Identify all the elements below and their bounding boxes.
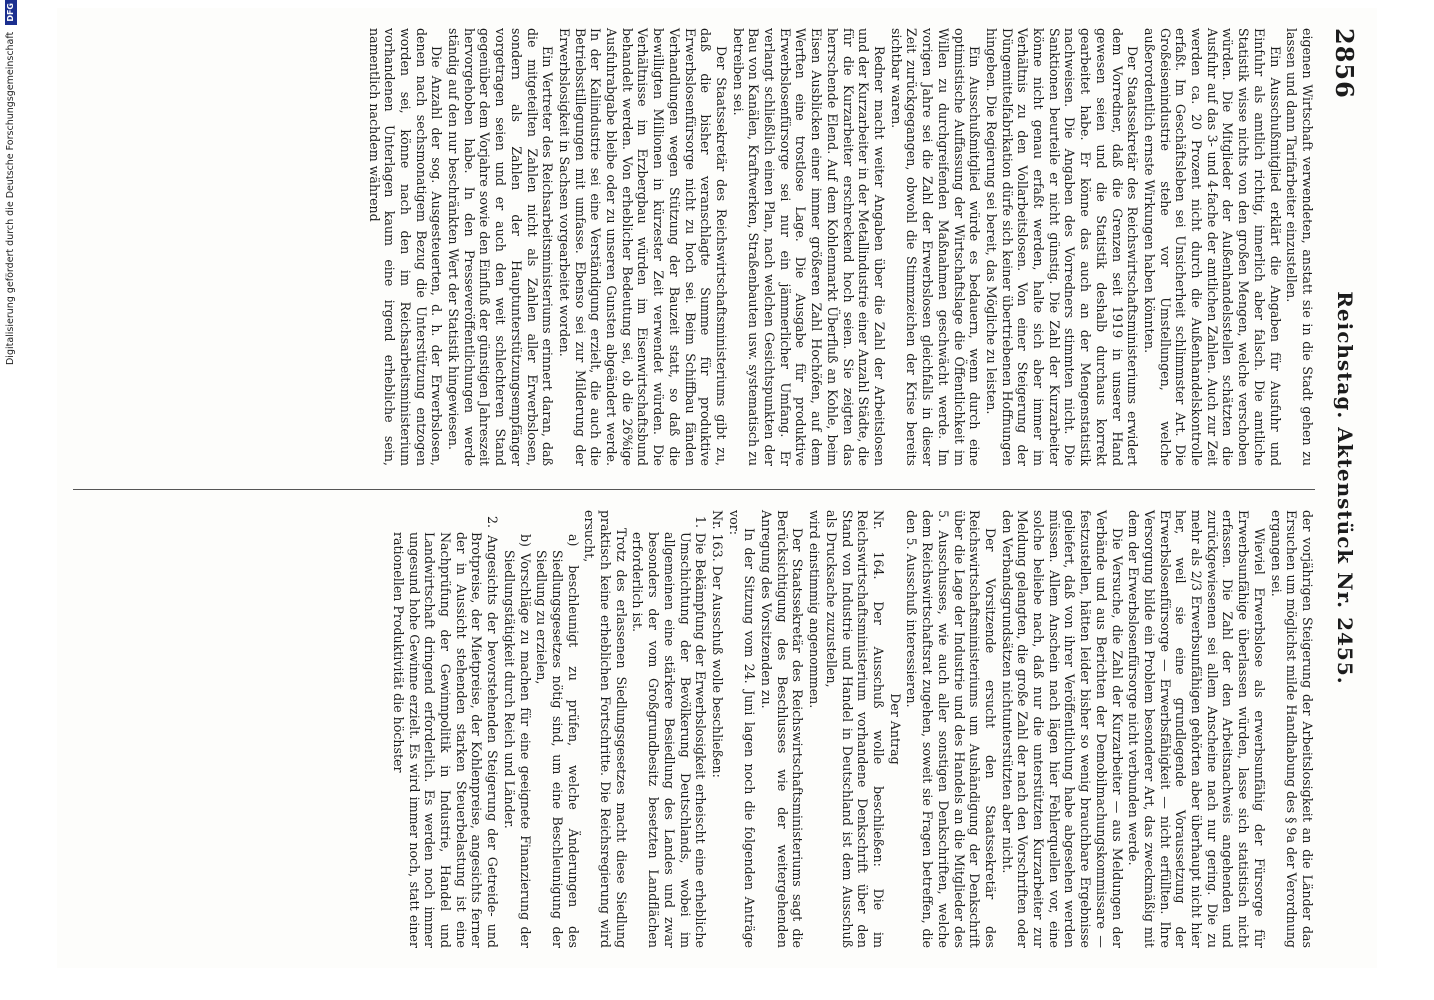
paragraph: Der Vorsitzende ersucht den Staatssekretär des Reichswirtschaftsministeriums um Aushändigung der Denkschrift über die Lage der Industrie und des Handels an die Mitglieder des 5. Ausschusses, wie auch aller sonstigen Denkschriften, welche dem Reichswirtschaftsrat zugehen, soweit sie Fragen betreffen, die den 5. Ausschuß interessieren. <box>904 510 998 948</box>
paragraph: Der Staatssekretär des Reichswirtschaftsministeriums gibt zu, daß die bisher veranschlagte Summe für produktive Erwerbslosenfürsorge nicht zu hoch sei. Beim Schiffbau fänden Verhandlungen wegen Stützung der Bauzeit statt, so daß die bewilligten Millionen in kürzester Zeit verwendet würden. Die Verhältnisse im Erzbergbau würden im Eisenwirtschaftsbund behandelt werden. Von erheblicher Bedeutung sei, ob die 26%ige Ausfuhrabgabe bleibe oder zu unseren Gunsten abgeändert werde. In der Kaliindustrie sei eine Verständigung erzielt, die auch die Betriebsstillegungen mit umfasse. Ebenso sei zur Milderung der Erwerbslosigkeit in Sachsen vorgearbeitet worden. <box>556 28 729 466</box>
paragraph: eigenen Wirtschaft verwendeten, anstatt sie in die Stadt gehen zu lassen und dann Tarifarbeiter einzustellen. <box>1284 28 1315 466</box>
paragraph: Der Staatssekretär des Reichswirtschaftsministeriums erwidert dem Vorredner, daß die Grenzen seit 1919 in unserer Hand gewesen seien und die Statistik deshalb durchaus korrekt gearbeitet habe. Er könne das auch an der Mengenstatistik nachweisen. Die Angaben des Vorredners stimmten nicht. Die Sanktionen beurteile er nicht günstig. Die Zahl der Kurzarbeiter könne nicht genau erfaßt werden, halte sich aber immer im Verhältnis zu den Vollarbeitslosen. Von einer Steigerung der Düngemittelfabrikation dürfe sich keiner übertriebenen Hoffnungen hingeben. Die Regierung sei bereit, das Mögliche zu leisten. <box>983 28 1141 466</box>
paragraph: Der Staatssekretär des Reichswirtschaftsministeriums sagt die Berücksichtigung des Beschlusses wie der weitergehenden Anregung des Vorsitzenden zu. <box>759 510 806 948</box>
paragraph: Ein Vertreter des Reichsarbeitsministeriums erinnert daran, daß die mitgeteilten Zahlen nicht als Zahlen aller Erwerbslosen, sondern als Zahlen der Hauptunterstützungsempfänger vorgetragen seien und er auch den weit schlechteren Stand gegenüber dem Vorjahre sowie den Einfluß der günstigen Jahreszeit hervorgehoben habe. In den Presseveröffentlichungen werde ständig auf den nur beschränkten Wert der Statistik hingewiesen. <box>446 28 556 466</box>
paragraph: Ein Ausschußmitglied erklärt die Angaben für Ausfuhr und Einfuhr als amtlich richtig, innerlich aber falsch. Die amtliche Statistik wisse nichts von den großen Mengen, welche verschoben würden. Die Mitglieder der Außenhandelsstellen schätzten die Ausfuhr auf das 3- und 4-fache der amtlichen Zahlen. Auch zur Zeit werden ca. 20 Prozent nicht durch die Außenhandelskontrolle erfaßt. Im Geschäftsleben sei Unsicherheit schlimmster Art. Die Großeisenindustrie stehe vor Umstellungen, welche außerordentlich ernste Wirkungen haben könnten. <box>1141 28 1283 466</box>
paragraph: Ein Ausschußmitglied würde es bedauern, wenn durch eine optimistische Auffassung der Wirtschaftslage die Öffentlichkeit im Willen zu durchgreifenden Maßnahmen geschwächt werde. Im vorigen Jahre sei die Zahl der Erwerbslosen gleichfalls in dieser Zeit zurückgegangen, obwohl die Stimmzeichen der Krise bereits sichtbar waren. <box>888 28 983 466</box>
left-column <box>69 28 1315 466</box>
paragraph: Die Anzahl der sog. Ausgesteuerten, d. h. der Erwerbslosen, denen nach sechsmonatigem Bezug die Unterstützung entzogen worden sei, könne nach den im Reichsarbeitsministerium vorhandenen Unterlagen kaum eine irgend erhebliche sein, namentlich nachdem während <box>366 28 445 466</box>
digitization-credit <box>0 0 22 1000</box>
paragraph: der vorjährigen Steigerung der Arbeitslosigkeit an die Länder das Ersuchen um möglichst milde Handhabung des § 9a der Verordnung ergangen sei. <box>1268 510 1315 948</box>
paragraph: In der Sitzung vom 24. Juni lagen noch die folgenden Anträge vor: <box>726 510 758 948</box>
paragraph: a) beschleunigt zu prüfen, welche Änderungen des Siedlungsgesetzes nötig sind, um eine Beschleunigung der Siedlung zu erzielen, <box>534 534 581 948</box>
paragraph: Redner macht weiter Angaben über die Zahl der Arbeitslosen und der Kurzarbeiter in der Metallindustrie einer Anzahl Städte, die für die Kurzarbeiter erschreckend hoch seien. Sie zeigten das herrschende Elend. Auf dem Kohlenmarkt Überfluß an Kohle, beim Eisen Ausblicken einer immer größeren Zahl Hochöfen, auf dem Werften eine trostlose Lage. Die Ausgabe für produktive Erwerbslosenfürsorge sei nur ein jämmerlicher Umfang. Er verlangt schließlich einen Plan, nach welchen Gesichtspunkten der Bau von Kanälen, Kraftwerken, Straßenbauten usw. systematisch zu betreiben sei. <box>730 28 888 466</box>
dfg-logo-icon: DFG <box>5 0 17 25</box>
paragraph: Trotz des erlassenen Siedlungsgesetzes macht diese Siedlung praktisch keine erheblichen Fortschritte. Die Reichsregierung wird ersucht, <box>582 510 629 948</box>
page-header <box>1327 28 1361 948</box>
paragraph: Der Antrag <box>887 693 903 765</box>
page-title: Reichstag. Aktenstück Nr. 2455. <box>1333 291 1357 685</box>
paragraph: Nr. 163. Der Ausschuß wolle beschließen: <box>709 510 725 778</box>
paragraph: 1. Die Bekämpfung der Erwerbslosigkeit erheischt eine erhebliche Umschichtung der Bevölkerung Deutschlands, wobei im allgemeinen eine stärkere Besiedlung des Landes und zwar besonders der vom Großgrundbesitz besetzten Landflächen erforderlich ist. <box>630 516 709 948</box>
page-number: 2856 <box>1330 28 1359 99</box>
paragraph: Nr. 164. Der Ausschuß wolle beschließen: Die im Reichswirtschaftsministerium vorhandene Denkschrift über den Stand von Industrie und Handel in Deutschland ist dem Ausschuß als Drucksache zuzustellen, <box>823 510 887 948</box>
paragraph: Wieviel Erwerbslose als erwerbsunfähig der Fürsorge für Erwerbsunfähige überlassen würden, lasse sich statistisch nicht erfassen. Die Zahl der den Arbeitsnachweis angehenden und zurückgewiesenen sei allem Anscheine nach nur gering. Die zu mehr als 2/3 Erwerbsunfähigen gehörten aber überhaupt nicht hier her, weil sie eine grundlegende Voraussetzung der Erwerbslosenfürsorge — Erwerbsfähigkeit — nicht erfüllten. Ihre Versorgung bilde ein Problem besonderer Art, das zweckmäßig mit dem der Erwerbslosenfürsorge nicht verbunden werde. <box>1126 510 1267 948</box>
paragraph: Die Versuche, die Zahl der Kurzarbeiter — aus Meldungen der Verbände und aus Berichten der Demobilmachungskommissare — festzustellen, hätten leider bisher so wenig brauchbare Ergebnisse geliefert, daß von ihrer Veröffentlichung habe abgesehen werden müssen. Allem Anschein nach lägen hier Fehlerquellen vor, eine solche beliebe nach, daß nur die unterstützten Kurzarbeiter zur Meldung gelangten, die große Zahl der nach den Vorschriften oder den Verbandsgrundsätzen nichtunterstützten aber nicht. <box>999 510 1125 948</box>
paragraph: wird einstimmig angenommen. <box>807 510 823 709</box>
paragraph: b) Vorschläge zu machen für eine geeignete Finanzierung der Siedlungstätigkeit durch Reich und Länder. <box>501 534 533 948</box>
scanned-page <box>57 8 1377 968</box>
right-column <box>69 510 1315 948</box>
column-divider <box>73 489 1315 490</box>
credit-text: Digitalisierung gefördert durch die Deutsche Forschungsgemeinschaft <box>5 31 16 366</box>
paragraph: 2. Angesichts der bevorstehenden Steigerung der Getreide- und Brotpreise, der Mietpreise, der Kohlenpreise, angesichts ferner der in Aussicht stehenden starken Steuerbelastung ist eine Nachprüfung der Gewinnpolitik in Industrie, Handel und Landwirtschaft dringend erforderlich. Es werden noch immer ungesund hohe Gewinne erzielt. Es wird immer noch, statt einer rationellen Produktivität die höchster <box>390 516 501 948</box>
